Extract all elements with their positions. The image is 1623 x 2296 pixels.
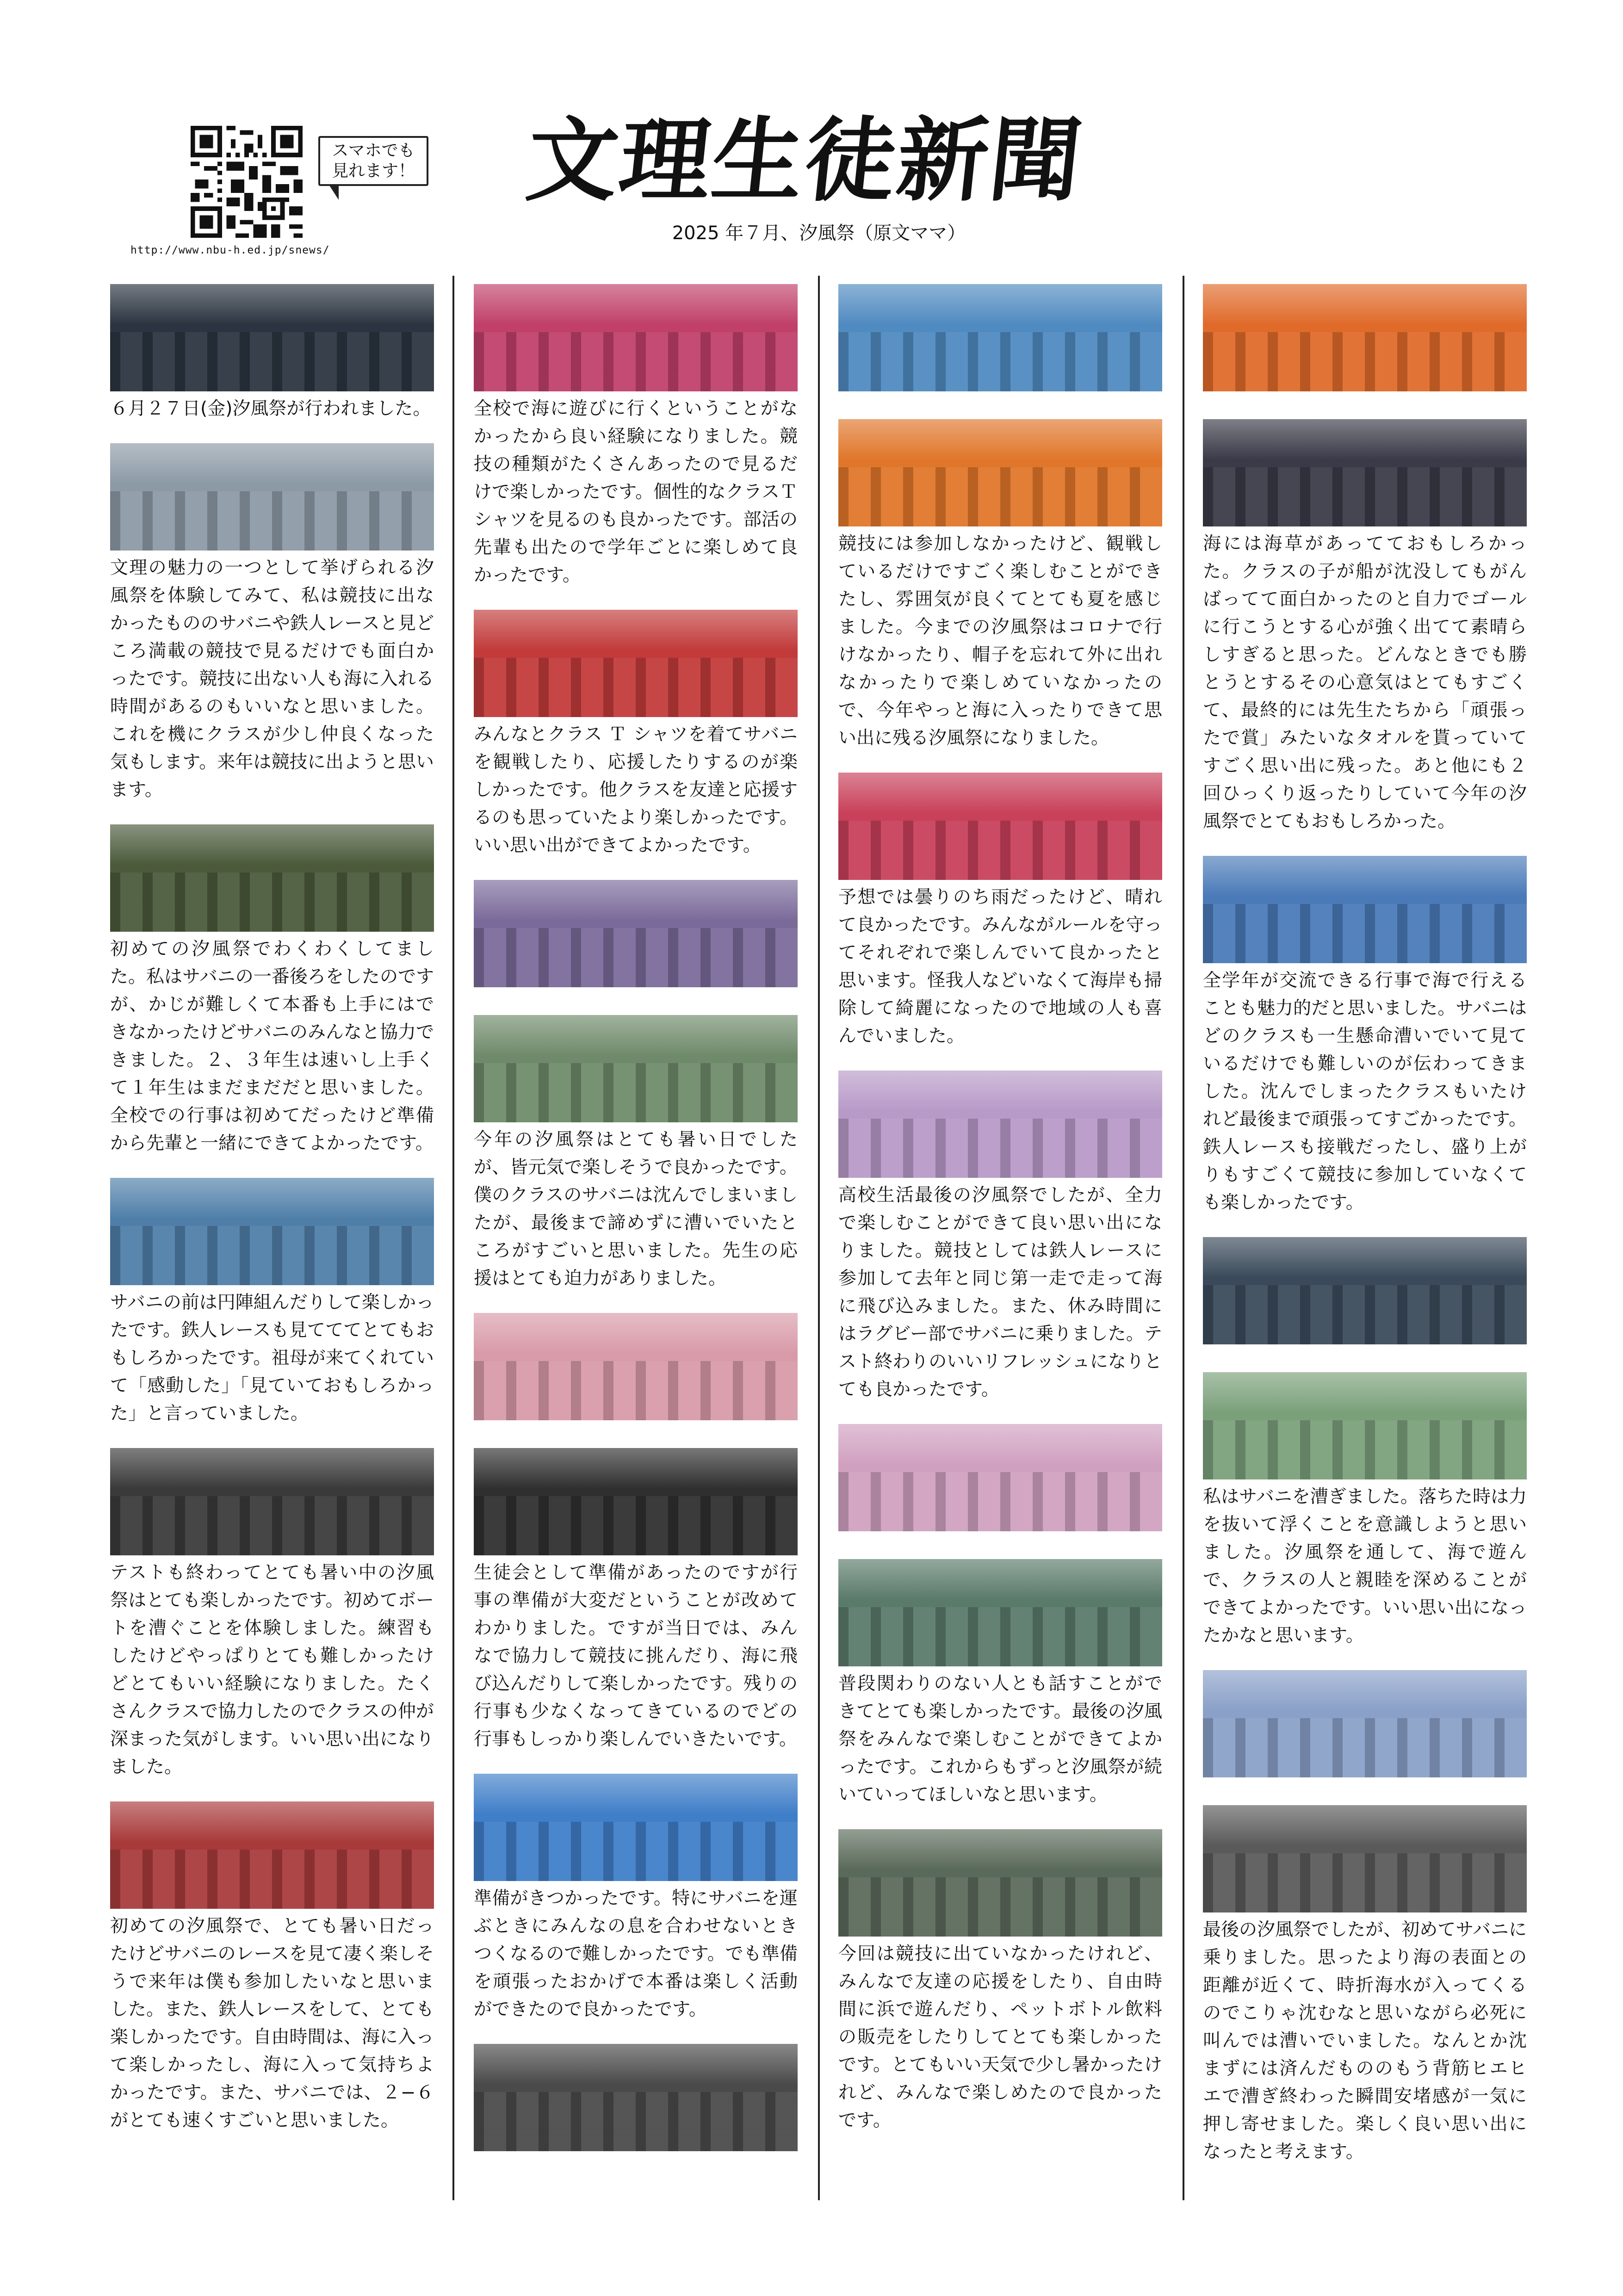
event-photo xyxy=(1203,1805,1527,1912)
speech-bubble xyxy=(318,136,428,186)
event-photo xyxy=(838,284,1162,391)
student-comment: 最後の汐風祭でしたが、初めてサバニに乗りました。思ったより海の表面との距離が近くて、時折海水が入ってくるのでこりゃ沈むなと思いながら必死に叫んでは漕いでいました。なんとか沈まずには済んだもののもう背筋ヒエヒエで漕ぎ終わった瞬間安堵感が一気に押し寄せました。楽しく良い思い出になったと考えます。 xyxy=(1203,1919,1527,2162)
article-column-1 xyxy=(110,284,434,2155)
event-photo xyxy=(474,610,798,717)
student-comment: 全学年が交流できる行事で海で行えることも魅力的だと思いました。サバニはどのクラスも一生懸命漕いでいて見ているだけでも難しいのが伝わってきました。沈んでしまったクラスもいたけれど最後まで頑張ってすごかったです。鉄人レースも接戦だったし、盛り上がりもすごくて競技に参加していなくても楽しかったです。 xyxy=(1203,970,1527,1213)
student-comment: みんなとクラス Ｔ シャツを着てサバニを観戦したり、応援したりするのが楽しかったです。他クラスを友達と応援するのも思っていたより楽しかったです。いい思い出ができてよかったです。 xyxy=(474,724,798,856)
student-comment: 海には海草があってておもしろかった。クラスの子が船が沈没してもがんばってて面白かったのと自力でゴールに行こうとする心が強く出てて素晴らしすぎると思った。どんなときでも勝とうとするその心意気はとてもすごくて、最終的には先生たちから「頑張ったで賞」みたいなタオルを貰っていてすごく思い出に残った。あと他にも２回ひっくり返ったりしていて今年の汐風祭でとてもおもしろかった。 xyxy=(1203,533,1527,832)
student-comment: テストも終わってとても暑い中の汐風祭はとても楽しかったです。初めてボートを漕ぐことを体験しました。練習もしたけどやっぱりとても難しかったけどとてもいい経験になりました。たくさんクラスで協力したのでクラスの仲が深まった気がします。いい思い出になりました。 xyxy=(110,1562,434,1777)
student-comment: ６月２７日(金)汐風祭が行われました。 xyxy=(110,398,431,419)
event-photo xyxy=(474,1448,798,1555)
column-divider xyxy=(1183,276,1184,2200)
student-comment: 競技には参加しなかったけど、観戦しているだけですごく楽しむことができたし、雰囲気が良くてとても夏を感じました。今までの汐風祭はコロナで行けなかったり、帽子を忘れて外に出れなかったりで楽しめていなかったので、今年やっと海に入ったりできて思い出に残る汐風祭になりました。 xyxy=(838,533,1162,749)
qr-code[interactable] xyxy=(191,126,303,238)
event-photo xyxy=(474,1774,798,1881)
event-photo xyxy=(1203,1237,1527,1344)
student-comment: 今年の汐風祭はとても暑い日でしたが、皆元気で楽しそうで良かったです。僕のクラスのサバニは沈んでしまいましたが、最後まで諦めずに漕いでいたところがすごいと思いました。先生の応援はとても迫力がありました。 xyxy=(474,1129,798,1289)
article-column-2 xyxy=(474,284,798,2179)
student-comment: 初めての汐風祭でわくわくしてました。私はサバニの一番後ろをしたのですが、かじが難しくて本番も上手にはできなかったけどサバニのみんなと協力できました。２、３年生は速いし上手くて１年生はまだまだだと思いました。全校での行事は初めてだったけど準備から先輩と一緒にできてよかったです。 xyxy=(110,939,434,1154)
event-photo xyxy=(474,1015,798,1122)
edition-line: 2025 年７月、汐風祭（原文ママ） xyxy=(672,223,966,244)
student-comment: 普段関わりのない人とも話すことができてとても楽しかったです。最後の汐風祭をみんなで楽しむことができてよかったです。これからもずっと汐風祭が続いていってほしいなと思います。 xyxy=(838,1673,1162,1805)
event-photo xyxy=(474,2044,798,2151)
event-photo xyxy=(1203,284,1527,391)
event-photo xyxy=(1203,1372,1527,1479)
event-photo xyxy=(838,1829,1162,1937)
event-photo xyxy=(110,1178,434,1285)
student-comment: 私はサバニを漕ぎました。落ちた時は力を抜いて浮くことを意識しようと思いました。汐風祭を通して、海で遊んで、クラスの人と親睦を深めることができてよかったです。いい思い出になったかなと思います。 xyxy=(1203,1486,1527,1646)
bubble-line-1: スマホでも xyxy=(332,141,415,160)
event-photo xyxy=(838,773,1162,880)
event-photo xyxy=(110,824,434,932)
event-photo xyxy=(838,1071,1162,1178)
student-comment: 初めての汐風祭で、とても暑い日だったけどサバニのレースを見て凄く楽しそうで来年は僕も参加したいなと思いました。また、鉄人レースをして、とても楽しかったです。自由時間は、海に入って楽しかったし、海に入って気持ちよかったです。また、サバニでは、２−６がとても速くすごいと思いました。 xyxy=(110,1916,434,2131)
event-photo xyxy=(474,284,798,391)
column-divider xyxy=(452,276,454,2200)
event-photo xyxy=(474,880,798,987)
event-photo xyxy=(1203,856,1527,963)
bubble-line-2: 見れます！ xyxy=(331,161,415,180)
student-comment: 高校生活最後の汐風祭でしたが、全力で楽しむことができて良い思い出になりました。競技としては鉄人レースに参加して去年と同じ第一走で走って海に飛び込みました。また、休み時間にはラグビー部でサバニに乗りました。テスト終わりのいいリフレッシュになりとても良かったです。 xyxy=(838,1185,1162,1400)
event-photo xyxy=(110,443,434,551)
event-photo xyxy=(1203,1670,1527,1777)
event-photo xyxy=(110,284,434,391)
event-photo xyxy=(474,1313,798,1420)
article-column-4 xyxy=(1203,284,1527,2186)
event-photo xyxy=(1203,419,1527,526)
newspaper-url[interactable]: http://www.nbu-h.ed.jp/snews/ xyxy=(130,244,330,256)
article-column-3 xyxy=(838,284,1162,2155)
event-photo xyxy=(838,1559,1162,1666)
student-comment: 今回は競技に出ていなかったけれど、みんなで友達の応援をしたり、自由時間に浜で遊んだり、ペットボトル飲料の販売をしたりしてとても楽しかったです。とてもいい天気で少し暑かったけれど、みんなで楽しめたので良かったです。 xyxy=(838,1943,1162,2131)
event-photo xyxy=(110,1448,434,1555)
student-comment: サバニの前は円陣組んだりして楽しかったです。鉄人レースも見てててとてもおもしろかったです。祖母が来てくれていて「感動した」「見ていておもしろかった」と言っていました。 xyxy=(110,1292,434,1424)
student-comment: 予想では曇りのち雨だったけど、晴れて良かったです。みんながルールを守ってそれぞれで楽しんでいて良かったと思います。怪我人などいなくて海岸も掃除して綺麗になったので地域の人も喜んでいました。 xyxy=(838,887,1162,1046)
event-photo xyxy=(838,419,1162,526)
event-photo xyxy=(110,1801,434,1909)
student-comment: 生徒会として準備があったのですが行事の準備が大変だということが改めてわかりました。ですが当日では、みんなで協力して競技に挑んだり、海に飛び込んだりして楽しかったです。残りの行事も少なくなってきているのでどの行事もしっかり楽しんでいきたいです。 xyxy=(474,1562,798,1750)
student-comment: 準備がきつかったです。特にサバニを運ぶときにみんなの息を合わせないときつくなるので難しかったです。でも準備を頑張ったおかげで本番は楽しく活動ができたので良かったです。 xyxy=(474,1888,798,2020)
event-photo xyxy=(838,1424,1162,1531)
student-comment: 文理の魅力の一つとして挙げられる汐風祭を体験してみて、私は競技に出なかったもののサバニや鉄人レースと見どころ満載の競技で見るだけでも面白かったです。競技に出ない人も海に入れる時間があるのもいいなと思いました。これを機にクラスが少し仲良くなった気もします。来年は競技に出ようと思います。 xyxy=(110,557,434,800)
masthead-title: 文理生徒新聞 xyxy=(521,107,1089,214)
column-divider xyxy=(818,276,820,2200)
student-comment: 全校で海に遊びに行くということがなかったから良い経験になりました。競技の種類がたくさんあったので見るだけで楽しかったです。個性的なクラスＴシャツを見るのも良かったです。部活の先輩も出たので学年ごとに楽しめて良かったです。 xyxy=(474,398,798,586)
